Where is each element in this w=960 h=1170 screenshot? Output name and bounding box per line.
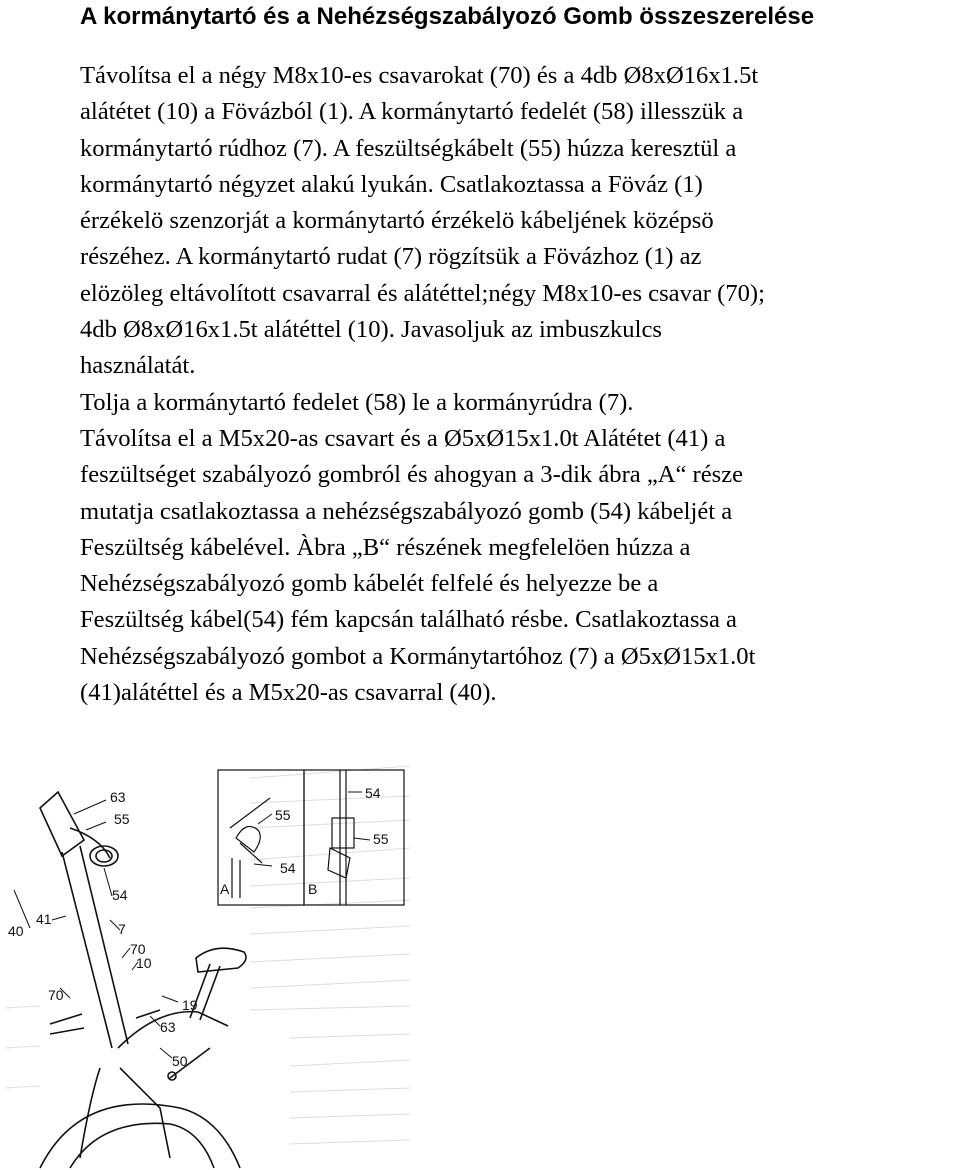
part-label: 40: [8, 923, 24, 939]
paragraph-line: Nehézségszabályozó gomb kábelét felfelé és helyezze be a: [80, 570, 659, 598]
part-label: 63: [160, 1019, 176, 1035]
detail-b-label-54: 54: [365, 785, 381, 801]
assembly-diagram: [0, 748, 420, 1170]
paragraph-line: (41)alátéttel és a M5x20-as csavarral (40).: [80, 679, 497, 707]
paragraph-line: érzékelö szenzorját a kormánytartó érzékelö kábeljének középsö: [80, 207, 714, 235]
part-label: 63: [110, 789, 126, 805]
detail-a-label-54: 54: [280, 860, 296, 876]
paragraph-line: Nehézségszabályozó gombot a Kormánytartóhoz (7) a Ø5xØ15x1.0t: [80, 642, 756, 670]
part-label: 50: [172, 1053, 188, 1069]
paragraph-line: Tolja a kormánytartó fedelet (58) le a kormányrúdra (7).: [80, 388, 634, 416]
paragraph-line: Távolítsa el a négy M8x10-es csavarokat (70) és a 4db Ø8xØ16x1.5t: [80, 62, 759, 89]
part-label: 70: [130, 941, 146, 957]
paragraph-line: elözöleg eltávolított csavarral és alátéttel;négy M8x10-es csavar (70);: [80, 279, 765, 307]
paragraph-line: használatát.: [80, 352, 196, 380]
paragraph-line: Feszültség kábel(54) fém kapcsán található résbe. Csatlakoztassa a: [80, 606, 737, 634]
bike-sketch: [40, 792, 246, 1168]
paragraph-line: Feszültség kábelével. Àbra „B“ részének megfelelöen húzza a: [80, 533, 691, 561]
part-label: 55: [114, 811, 130, 827]
detail-b: [304, 770, 404, 905]
detail-b-letter: B: [308, 881, 318, 897]
assembly-diagram-svg: [0, 748, 420, 1170]
paragraph-line: feszültséget szabályozó gombról és ahogyan a 3-dik ábra „A“ része: [80, 461, 744, 489]
paragraph-line: kormánytartó rúdhoz (7). A feszültségkábelt (55) húzza keresztül a: [80, 134, 737, 162]
paragraph-line: mutatja csatlakoztassa a nehézségszabályozó gomb (54) kábeljét a: [80, 497, 733, 525]
paragraph-line: 4db Ø8xØ16x1.5t alátéttel (10). Javasoljuk az imbuszkulcs: [80, 316, 662, 344]
paragraph-line: alátétet (10) a Fövázból (1). A kormánytartó fedelét (58) illesszük a: [80, 98, 744, 126]
part-label: 54: [112, 887, 128, 903]
detail-a-letter: A: [220, 881, 230, 897]
part-label: 19: [182, 997, 198, 1013]
part-label: 41: [36, 911, 52, 927]
detail-b-label-55: 55: [373, 831, 389, 847]
instruction-paragraph: [80, 58, 960, 711]
page-title: A kormánytartó és a Nehézségszabályozó Gomb összeszerelése: [80, 3, 815, 30]
paragraph-line: részéhez. A kormánytartó rudat (7) rögzítsük a Fövázhoz (1) az: [80, 243, 702, 271]
detail-a: [218, 770, 304, 905]
part-labels: [8, 789, 198, 1069]
detail-a-label-55: 55: [275, 807, 291, 823]
paragraph-line: kormánytartó négyzet alakú lyukán. Csatlakoztassa a Föváz (1): [80, 170, 703, 198]
part-label: 7: [118, 921, 126, 937]
paragraph-line: Távolítsa el a M5x20-as csavart és a Ø5xØ15x1.0t Alátétet (41) a: [80, 424, 726, 452]
part-label: 70: [48, 987, 64, 1003]
part-label: 10: [136, 955, 152, 971]
